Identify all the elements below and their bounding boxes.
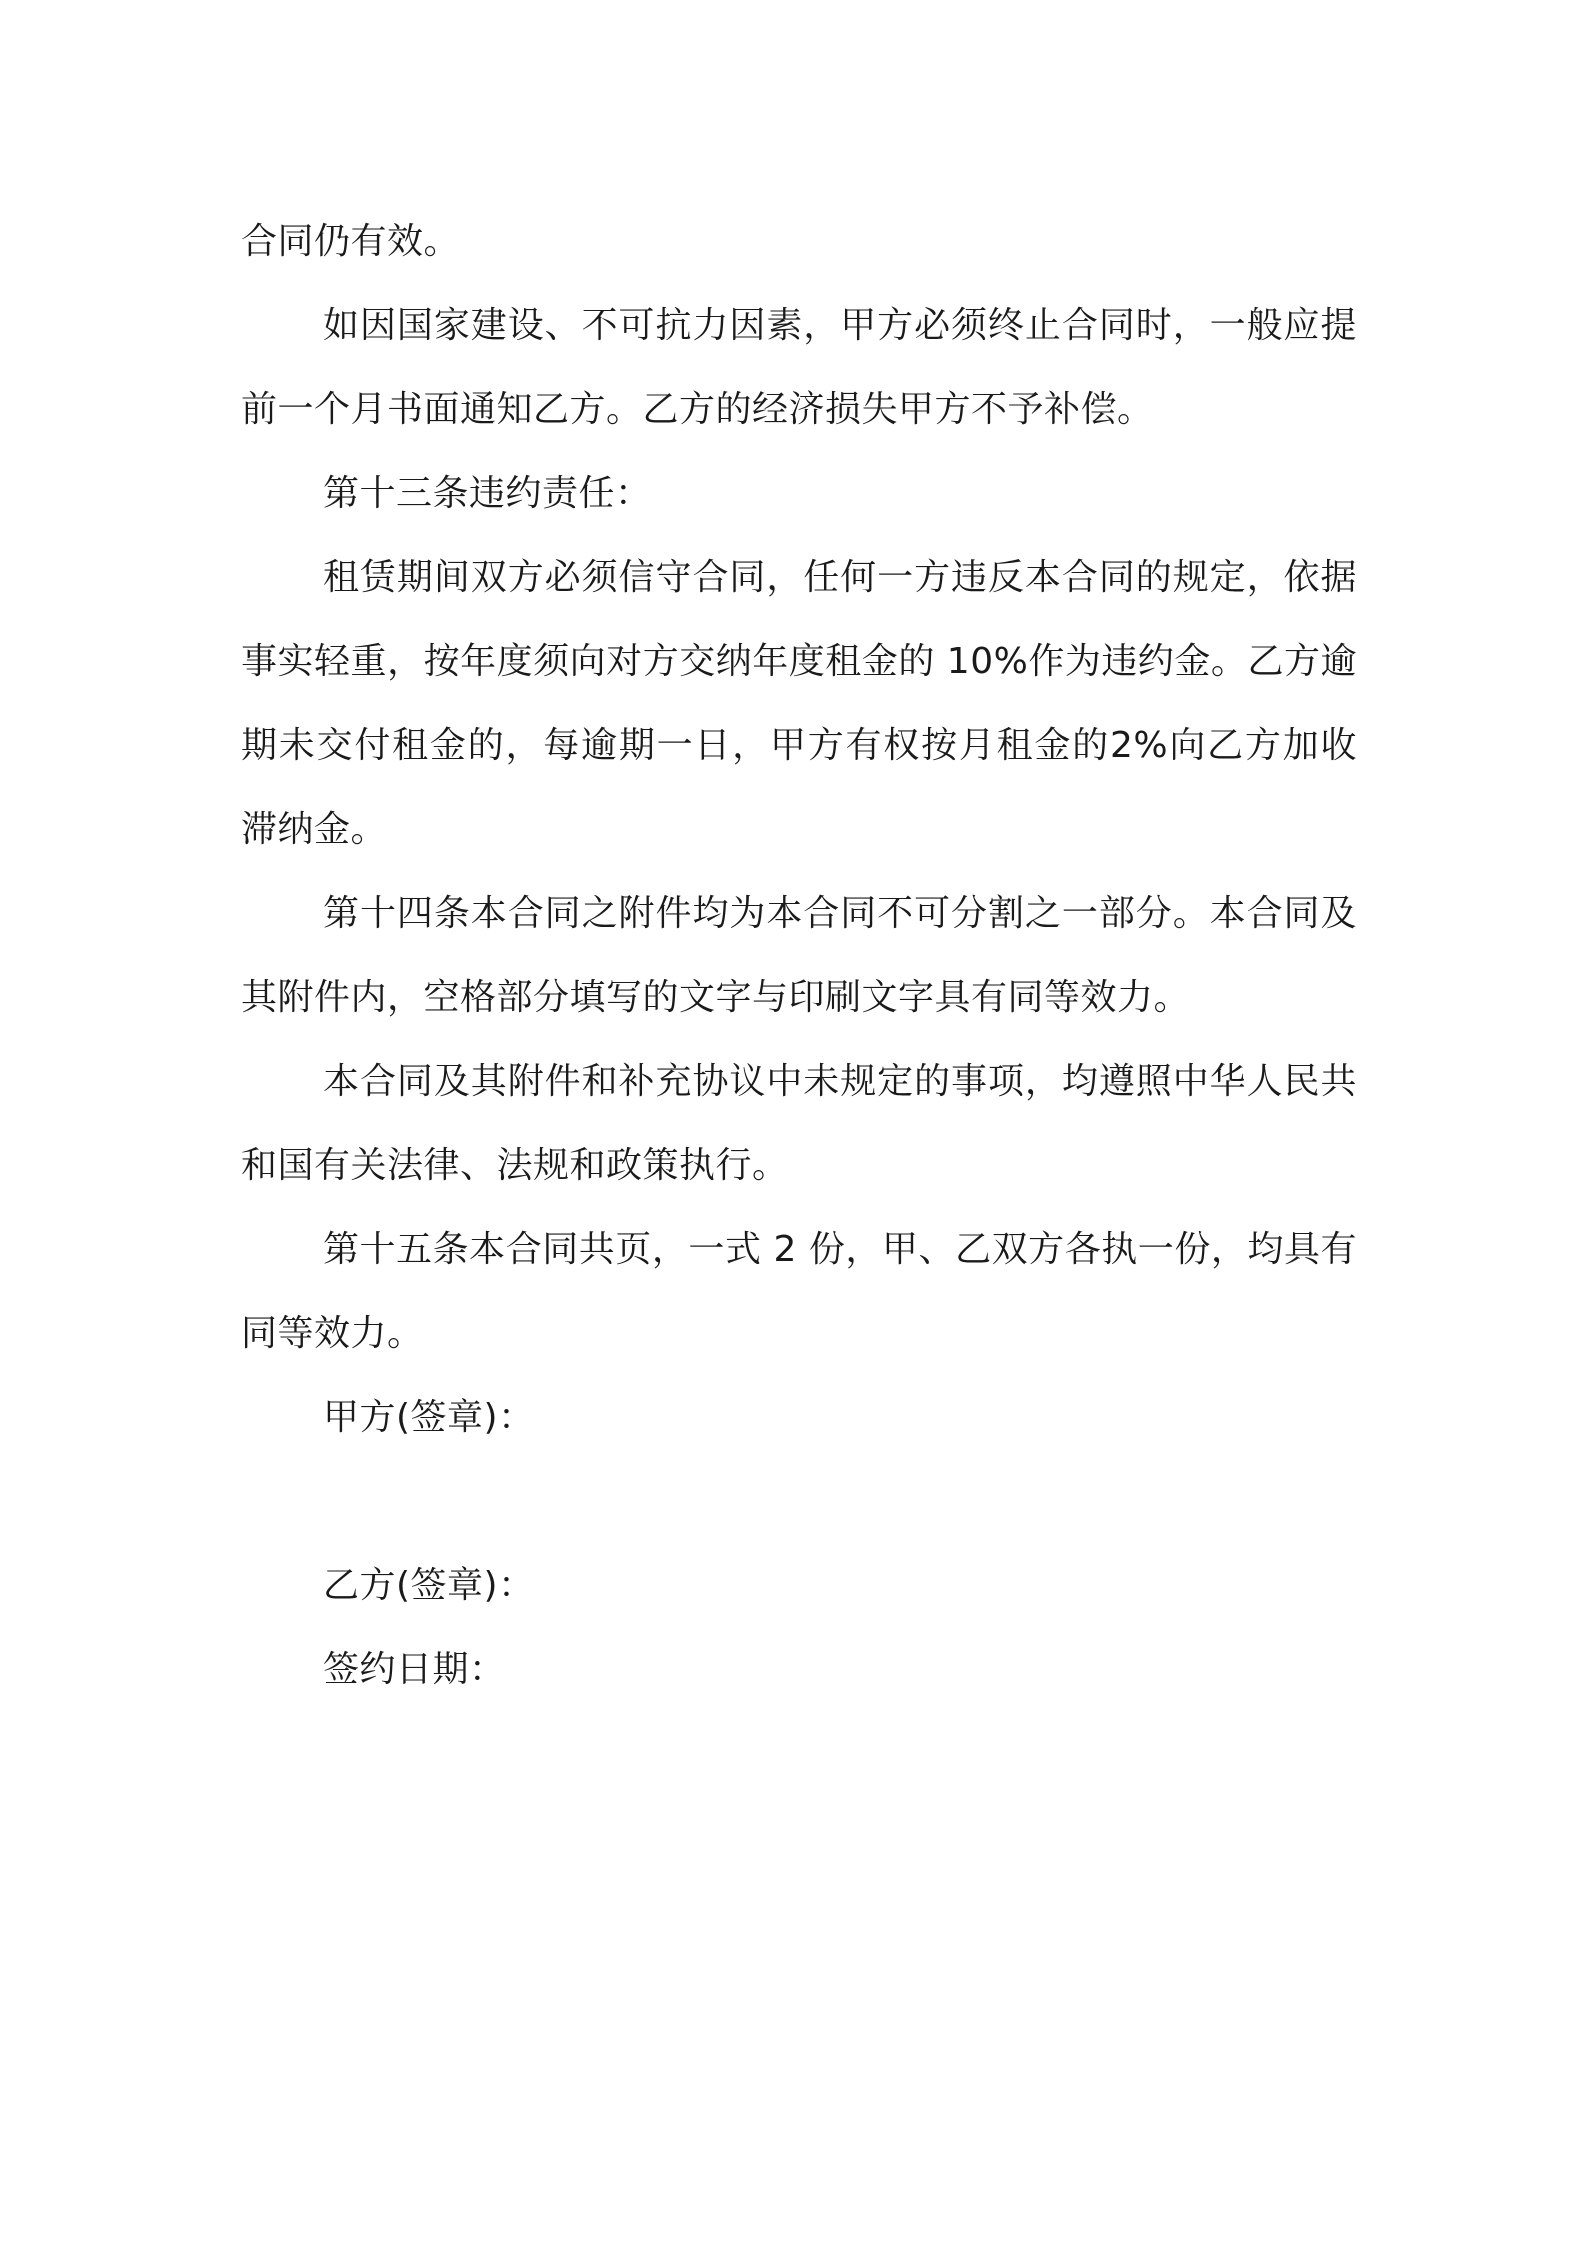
article-15-paragraph: 第十五条本合同共页，一式 2 份，甲、乙双方各执一份，均具有同等效力。 xyxy=(241,1229,1357,1354)
paragraph-unspecified-matters: 本合同及其附件和补充协议中未规定的事项，均遵照中华人民共和国有关法律、法规和政策执行。 xyxy=(241,1061,1357,1186)
article-13-heading: 第十三条违约责任： xyxy=(323,473,652,514)
paragraph-termination: 如因国家建设、不可抗力因素，甲方必须终止合同时，一般应提前一个月书面通知乙方。乙方的经济损失甲方不予补偿。 xyxy=(241,305,1357,430)
contract-body xyxy=(241,200,1357,1712)
paragraph-contract-valid: 合同仍有效。 xyxy=(241,221,461,262)
paragraph-liability: 租赁期间双方必须信守合同，任何一方违反本合同的规定，依据事实轻重，按年度须向对方交纳年度租金的 10%作为违约金。乙方逾期未交付租金的，每逾期一日，甲方有权按月租金的2%向乙方加收滞纳金。 xyxy=(241,557,1357,850)
signing-date-label: 签约日期： xyxy=(323,1649,506,1690)
signature-space xyxy=(241,1460,1357,1544)
article-14-paragraph: 第十四条本合同之附件均为本合同不可分割之一部分。本合同及其附件内，空格部分填写的文字与印刷文字具有同等效力。 xyxy=(241,893,1357,1018)
signature-section xyxy=(241,1376,1357,1712)
party-a-signature-label: 甲方(签章)： xyxy=(323,1397,535,1438)
party-b-signature-label: 乙方(签章)： xyxy=(323,1565,535,1606)
